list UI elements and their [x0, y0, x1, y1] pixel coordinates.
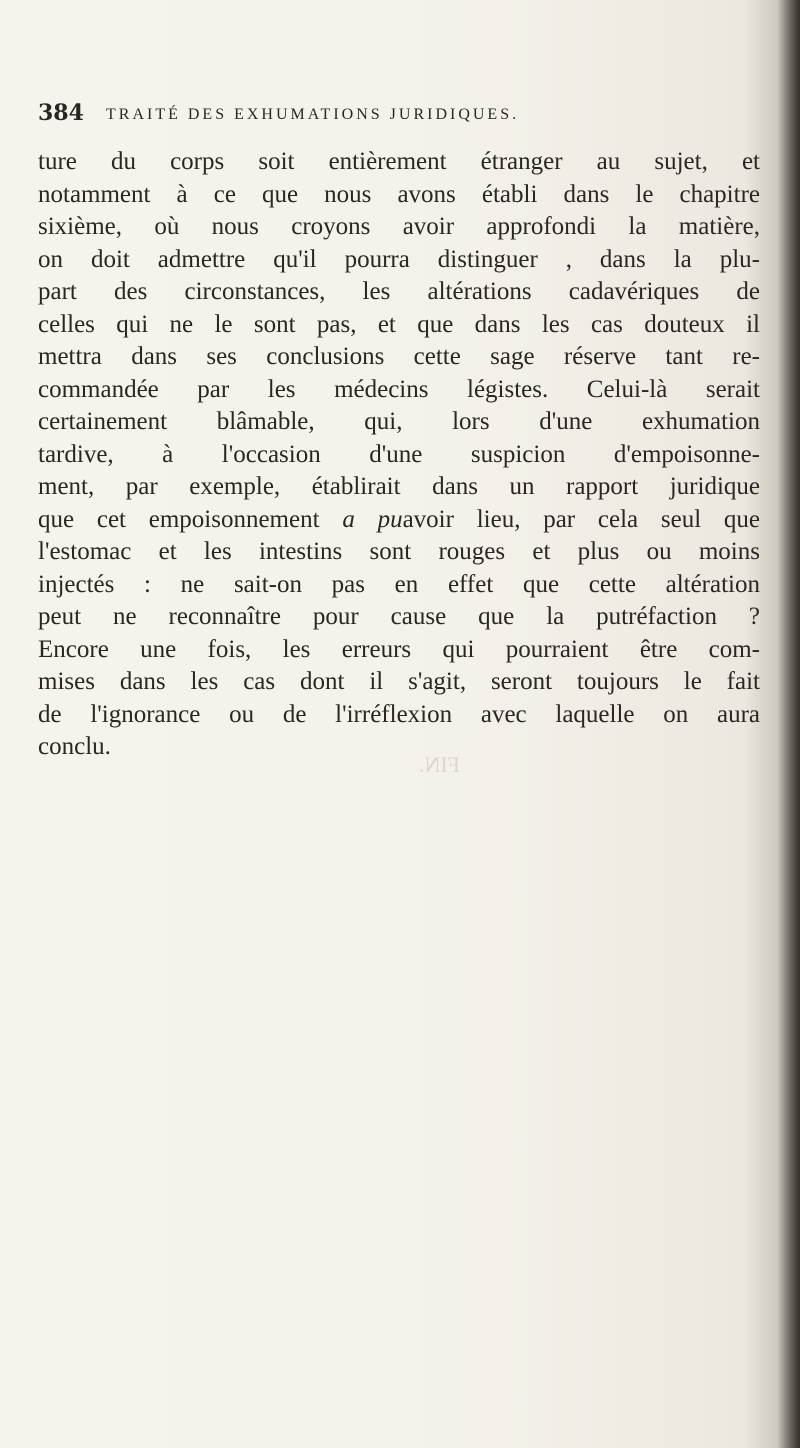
- text-line-12-start: que cet empoisonnement: [38, 505, 343, 533]
- text-line-13: l'estomac et les intestins sont rouges et plus ou moins: [38, 538, 760, 565]
- italic-phrase: a pu: [342, 505, 403, 533]
- text-line-9: certainement blâmable, qui, lors d'une exhumation: [38, 408, 760, 435]
- text-line-14: injectés : ne sait-on pas en effet que cette altération: [38, 570, 760, 598]
- text-line-7: mettra dans ses conclusions cette sage réserve tant re-: [38, 343, 760, 370]
- text-line-11: ment, par exemple, établirait dans un rapport juridique: [38, 473, 760, 500]
- text-line-5: part des circonstances, les altérations cadavériques de: [38, 278, 760, 305]
- running-head: [38, 98, 738, 132]
- running-title: TRAITÉ DES EXHUMATIONS JURIDIQUES.: [106, 106, 520, 123]
- show-through-text: [60, 752, 760, 1052]
- text-line-12: [38, 504, 760, 537]
- text-line-4: on doit admettre qu'il pourra distinguer , dans la plu-: [38, 245, 760, 273]
- text-line-2: notamment à ce que nous avons établi dans le chapitre: [38, 180, 760, 208]
- text-line-17: mises dans les cas dont il s'agit, seront toujours le fait: [38, 668, 760, 695]
- text-line-12-end: avoir lieu, par cela seul que: [402, 505, 760, 533]
- show-through-fin: FIN.: [419, 752, 460, 777]
- text-line-15: peut ne reconnaître pour cause que la putréfaction ?: [38, 603, 760, 630]
- text-line-1: ture du corps soit entièrement étranger au sujet, et: [38, 148, 760, 175]
- page-binding-shadow: [778, 0, 800, 1448]
- text-line-10: tardive, à l'occasion d'une suspicion d'empoisonne-: [38, 440, 760, 468]
- text-line-3: sixième, où nous croyons avoir approfondi la matière,: [38, 213, 760, 240]
- text-line-6: celles qui ne le sont pas, et que dans les cas douteux il: [38, 310, 760, 338]
- body-text: [38, 146, 760, 764]
- text-line-16: Encore une fois, les erreurs qui pourraient être com-: [38, 635, 760, 663]
- text-line-18: de l'ignorance ou de l'irréflexion avec laquelle on aura: [38, 700, 760, 728]
- text-line-19: conclu.: [38, 733, 111, 760]
- text-line-8: commandée par les médecins légistes. Celui-là serait: [38, 375, 760, 403]
- page-number: 384: [38, 100, 84, 126]
